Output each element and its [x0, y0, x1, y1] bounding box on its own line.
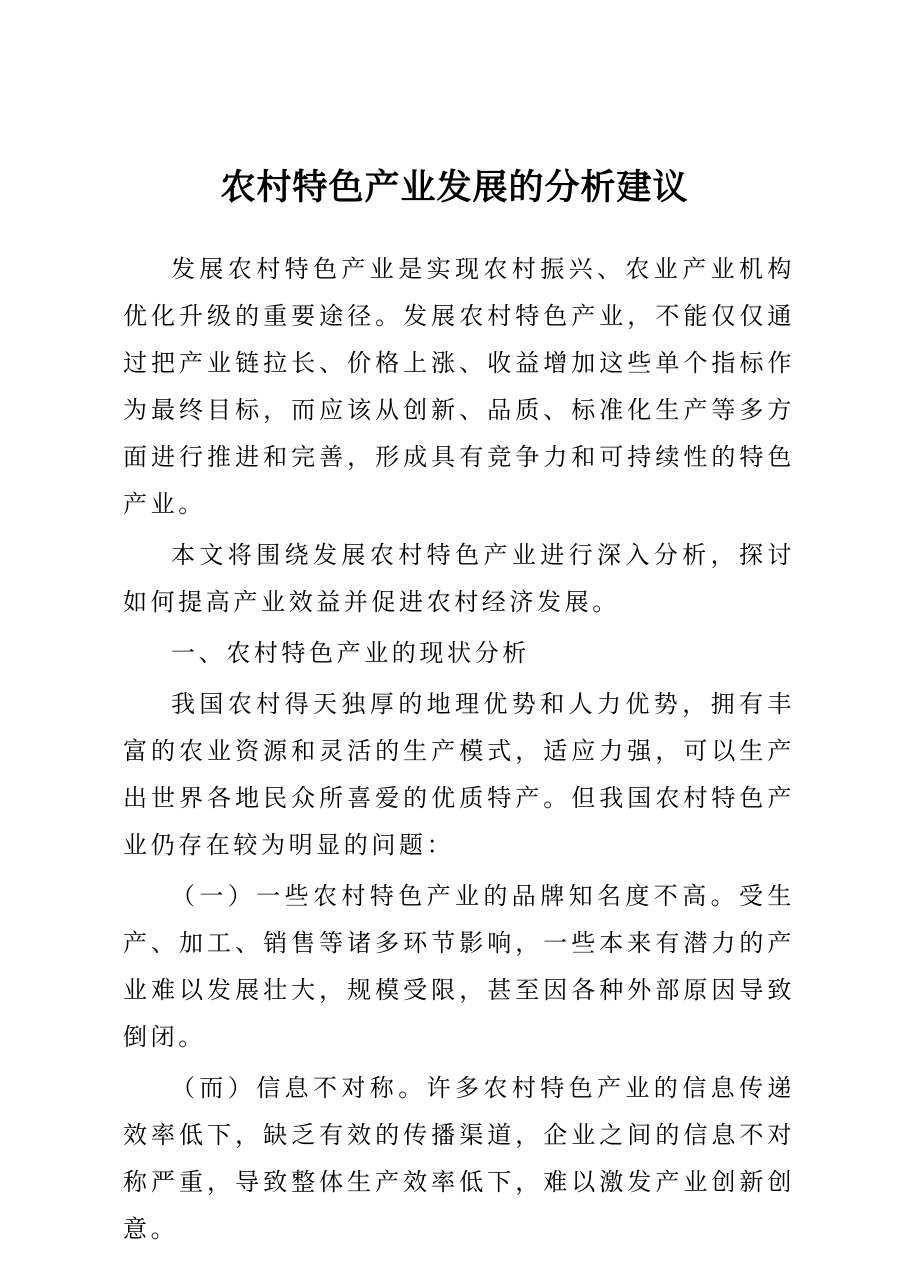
paragraph-issue-brand: （一）一些农村特色产业的品牌知名度不高。受生产、加工、销售等诸多环节影响，一些本来有潜力的产业难以发展壮大，规模受限，甚至因各种外部原因导致倒闭。 — [123, 882, 795, 1051]
paragraph-intro: 发展农村特色产业是实现农村振兴、农业产业机构优化升级的重要途径。发展农村特色产业，不能仅仅通过把产业链拉长、价格上涨、收益增加这些单个指标作为最终目标，而应该从创新、品质、标准化生产等多方面进行推进和完善，形成具有竞争力和可持续性的特色产业。 — [123, 255, 795, 518]
paragraph-purpose: 本文将围绕发展农村特色产业进行深入分析，探讨如何提高产业效益并促进农村经济发展。 — [123, 541, 795, 616]
document-body — [123, 246, 795, 1253]
paragraph-status: 我国农村得天独厚的地理优势和人力优势，拥有丰富的农业资源和灵活的生产模式，适应力强，可以生产出世界各地民众所喜爱的优质特产。但我国农村特色产业仍存在较为明显的问题： — [123, 690, 795, 859]
section-heading-status: 一、农村特色产业的现状分析 — [171, 639, 530, 667]
document-title: 农村特色产业发展的分析建议 — [220, 167, 689, 208]
paragraph-issue-information: （而）信息不对称。许多农村特色产业的信息传递效率低下，缺乏有效的传播渠道，企业之间的信息不对称严重，导致整体生产效率低下，难以激发产业创新创意。 — [123, 1074, 795, 1243]
